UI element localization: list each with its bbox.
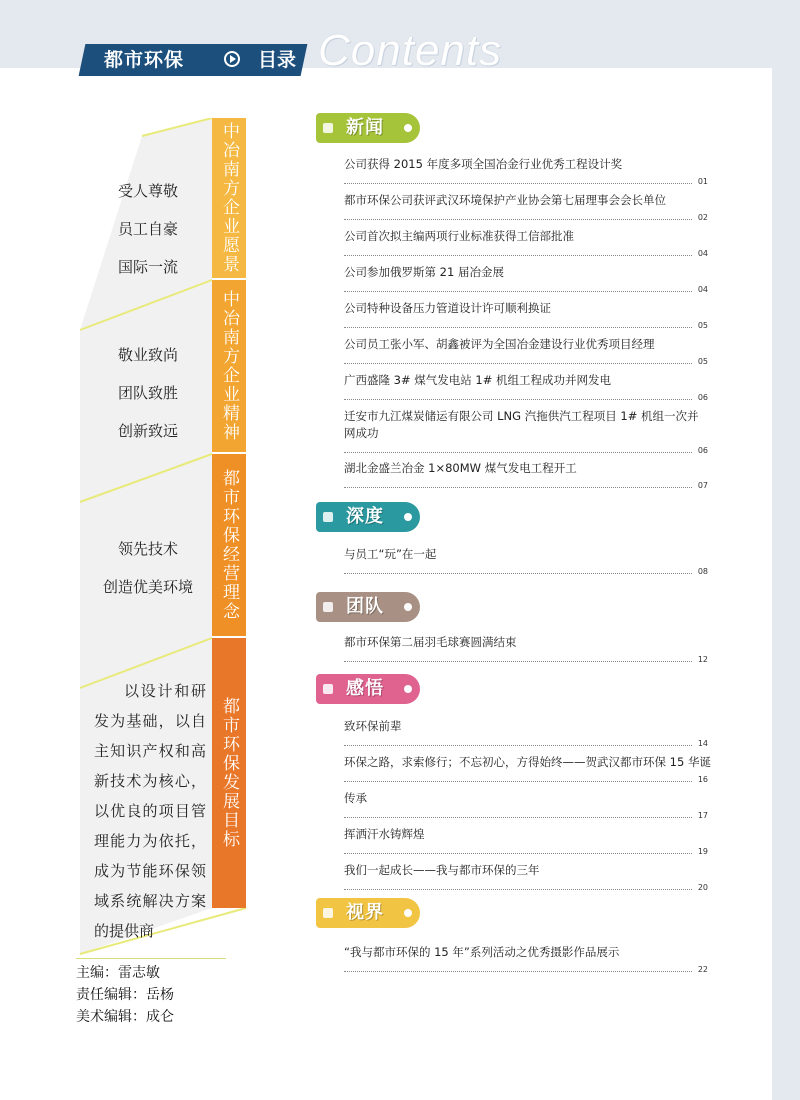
dot-leader	[344, 291, 692, 292]
entry-title: 公司获得 2015 年度多项全国冶金行业优秀工程设计奖	[344, 157, 623, 171]
toc-entry[interactable]	[344, 790, 708, 826]
dot-leader	[344, 573, 692, 574]
entry-title: 公司员工张小军、胡鑫被评为全国冶金建设行业优秀项目经理	[344, 337, 655, 351]
dot-leader	[344, 745, 692, 746]
play-circle-icon	[224, 51, 240, 67]
entry-title: 湖北金盛兰冶金 1×80MW 煤气发电工程开工	[344, 461, 577, 475]
entry-title: 我们一起成长——我与都市环保的三年	[344, 863, 540, 877]
toc-entry[interactable]	[344, 264, 708, 300]
tab-spirit: 中冶南方企业精神	[219, 290, 239, 442]
dot-leader	[344, 363, 692, 364]
entry-page: 20	[697, 883, 708, 892]
dot-leader	[344, 487, 692, 488]
contents-word: Contents	[318, 26, 503, 75]
tab-philosophy: 都市环保经营理念	[219, 469, 239, 621]
editor-credit: 主编：雷志敏	[76, 965, 160, 981]
motto-line: 创造优美环境	[102, 578, 193, 596]
entry-title: 传承	[344, 791, 367, 805]
toc-entry[interactable]	[344, 862, 708, 898]
entry-title: 广西盛隆 3# 煤气发电站 1# 机组工程成功并网发电	[344, 373, 612, 387]
toc-entry[interactable]	[344, 192, 708, 228]
dot-leader	[344, 219, 692, 220]
category-label: 感悟	[346, 678, 384, 699]
entry-page: 05	[697, 357, 708, 366]
insight-list	[344, 718, 711, 898]
entry-title: 迁安市九江煤炭储运有限公司 LNG 汽拖供汽工程项目 1# 机组一次并网成功	[344, 409, 699, 440]
dot-icon	[404, 909, 412, 917]
toc-entry[interactable]	[344, 408, 708, 460]
entry-page: 19	[697, 847, 708, 856]
team-list	[344, 634, 708, 670]
category-depth[interactable]	[316, 502, 436, 532]
toc-entry[interactable]	[344, 156, 708, 192]
entry-title: “我与都市环保的 15 年”系列活动之优秀摄影作品展示	[344, 945, 620, 959]
entry-title: 都市环保公司获评武汉环境保护产业协会第七届理事会会长单位	[344, 193, 666, 207]
camera-icon	[323, 908, 333, 918]
entry-title: 与员工“玩”在一起	[344, 547, 437, 561]
dot-leader	[344, 399, 692, 400]
toc-entry[interactable]	[344, 228, 708, 264]
toc-entry[interactable]	[344, 754, 711, 790]
entry-page: 05	[697, 321, 708, 330]
dot-leader	[344, 971, 692, 972]
team-icon	[323, 602, 333, 612]
brand-title: 都市环保	[79, 44, 240, 76]
motto-line: 创新致远	[117, 422, 178, 440]
responsible-editor-credit: 责任编辑：岳杨	[76, 987, 174, 1003]
dot-leader	[344, 817, 692, 818]
depth-list	[344, 546, 708, 582]
tab-goal: 都市环保发展目标	[219, 697, 239, 849]
toc-entry[interactable]	[344, 634, 708, 670]
motto-line: 团队致胜	[117, 384, 178, 402]
vision-list	[344, 944, 708, 980]
toc-entry[interactable]	[344, 546, 708, 582]
section-title: 目录	[215, 44, 308, 76]
entry-page: 04	[697, 285, 708, 294]
category-label: 视界	[346, 902, 384, 923]
news-icon	[323, 123, 333, 133]
dot-leader	[344, 327, 692, 328]
entry-page: 17	[697, 811, 708, 820]
entry-page: 08	[697, 567, 708, 576]
heart-icon	[323, 684, 333, 694]
toc-entry[interactable]	[344, 300, 708, 336]
entry-page: 22	[697, 965, 708, 974]
dot-leader	[344, 781, 692, 782]
entry-title: 致环保前辈	[344, 719, 402, 733]
entry-page: 12	[697, 655, 708, 664]
entry-title: 公司参加俄罗斯第 21 届冶金展	[344, 265, 504, 279]
entry-title: 公司首次拟主编两项行业标准获得工信部批准	[344, 229, 574, 243]
dot-icon	[404, 603, 412, 611]
entry-page: 04	[697, 249, 708, 258]
philosophy-text	[80, 530, 216, 606]
category-label: 新闻	[346, 117, 384, 138]
entry-page: 07	[697, 481, 708, 490]
dot-icon	[404, 124, 412, 132]
category-label: 深度	[346, 506, 384, 527]
entry-title: 挥洒汗水铸辉煌	[344, 827, 425, 841]
toc-entry[interactable]	[344, 460, 708, 496]
motto-line: 员工自豪	[117, 220, 178, 238]
category-insight[interactable]	[316, 674, 436, 704]
vision-text	[80, 172, 216, 286]
motto-line: 国际一流	[117, 258, 178, 276]
toc-entry[interactable]	[344, 718, 708, 754]
dot-leader	[344, 853, 692, 854]
entry-page: 06	[697, 393, 708, 402]
credits-divider	[76, 958, 226, 959]
entry-title: 环保之路，求索修行；不忘初心，方得始终——贺武汉都市环保 15 华诞	[344, 755, 711, 769]
tab-vision: 中冶南方企业愿景	[219, 122, 239, 274]
motto-line: 受人尊敬	[117, 182, 178, 200]
category-vision[interactable]	[316, 898, 436, 928]
entry-page: 06	[697, 446, 708, 455]
entry-page: 01	[697, 177, 708, 186]
dot-leader	[344, 661, 692, 662]
entry-page: 16	[697, 775, 708, 784]
entry-page: 14	[697, 739, 708, 748]
header-banner	[72, 40, 312, 80]
entry-page: 02	[697, 213, 708, 222]
dot-leader	[344, 452, 692, 453]
toc-entry[interactable]	[344, 372, 708, 408]
dot-leader	[344, 255, 692, 256]
book-icon	[323, 512, 333, 522]
toc-entry[interactable]	[344, 944, 708, 980]
credits	[76, 962, 174, 1028]
right-edge-stripe	[772, 68, 800, 1100]
entry-title: 都市环保第二届羽毛球赛圆满结束	[344, 635, 517, 649]
category-team[interactable]	[316, 592, 436, 622]
art-editor-credit: 美术编辑：成仑	[76, 1009, 174, 1025]
dot-leader	[344, 889, 692, 890]
dot-leader	[344, 183, 692, 184]
toc-entry[interactable]	[344, 826, 708, 862]
toc-entry[interactable]	[344, 336, 708, 372]
news-list	[344, 156, 708, 496]
category-news[interactable]	[316, 113, 436, 143]
goal-text: 以设计和研发为基础，以自主知识产权和高新技术为核心，以优良的项目管理能力为依托，成为节能环保领域系统解决方案的提供商	[94, 682, 206, 940]
entry-title: 公司特种设备压力管道设计许可顺利换证	[344, 301, 551, 315]
motto-line: 敬业致尚	[117, 346, 178, 364]
dot-icon	[404, 513, 412, 521]
motto-line: 领先技术	[117, 540, 178, 558]
spirit-text	[80, 336, 216, 450]
dot-icon	[404, 685, 412, 693]
category-label: 团队	[346, 596, 384, 617]
